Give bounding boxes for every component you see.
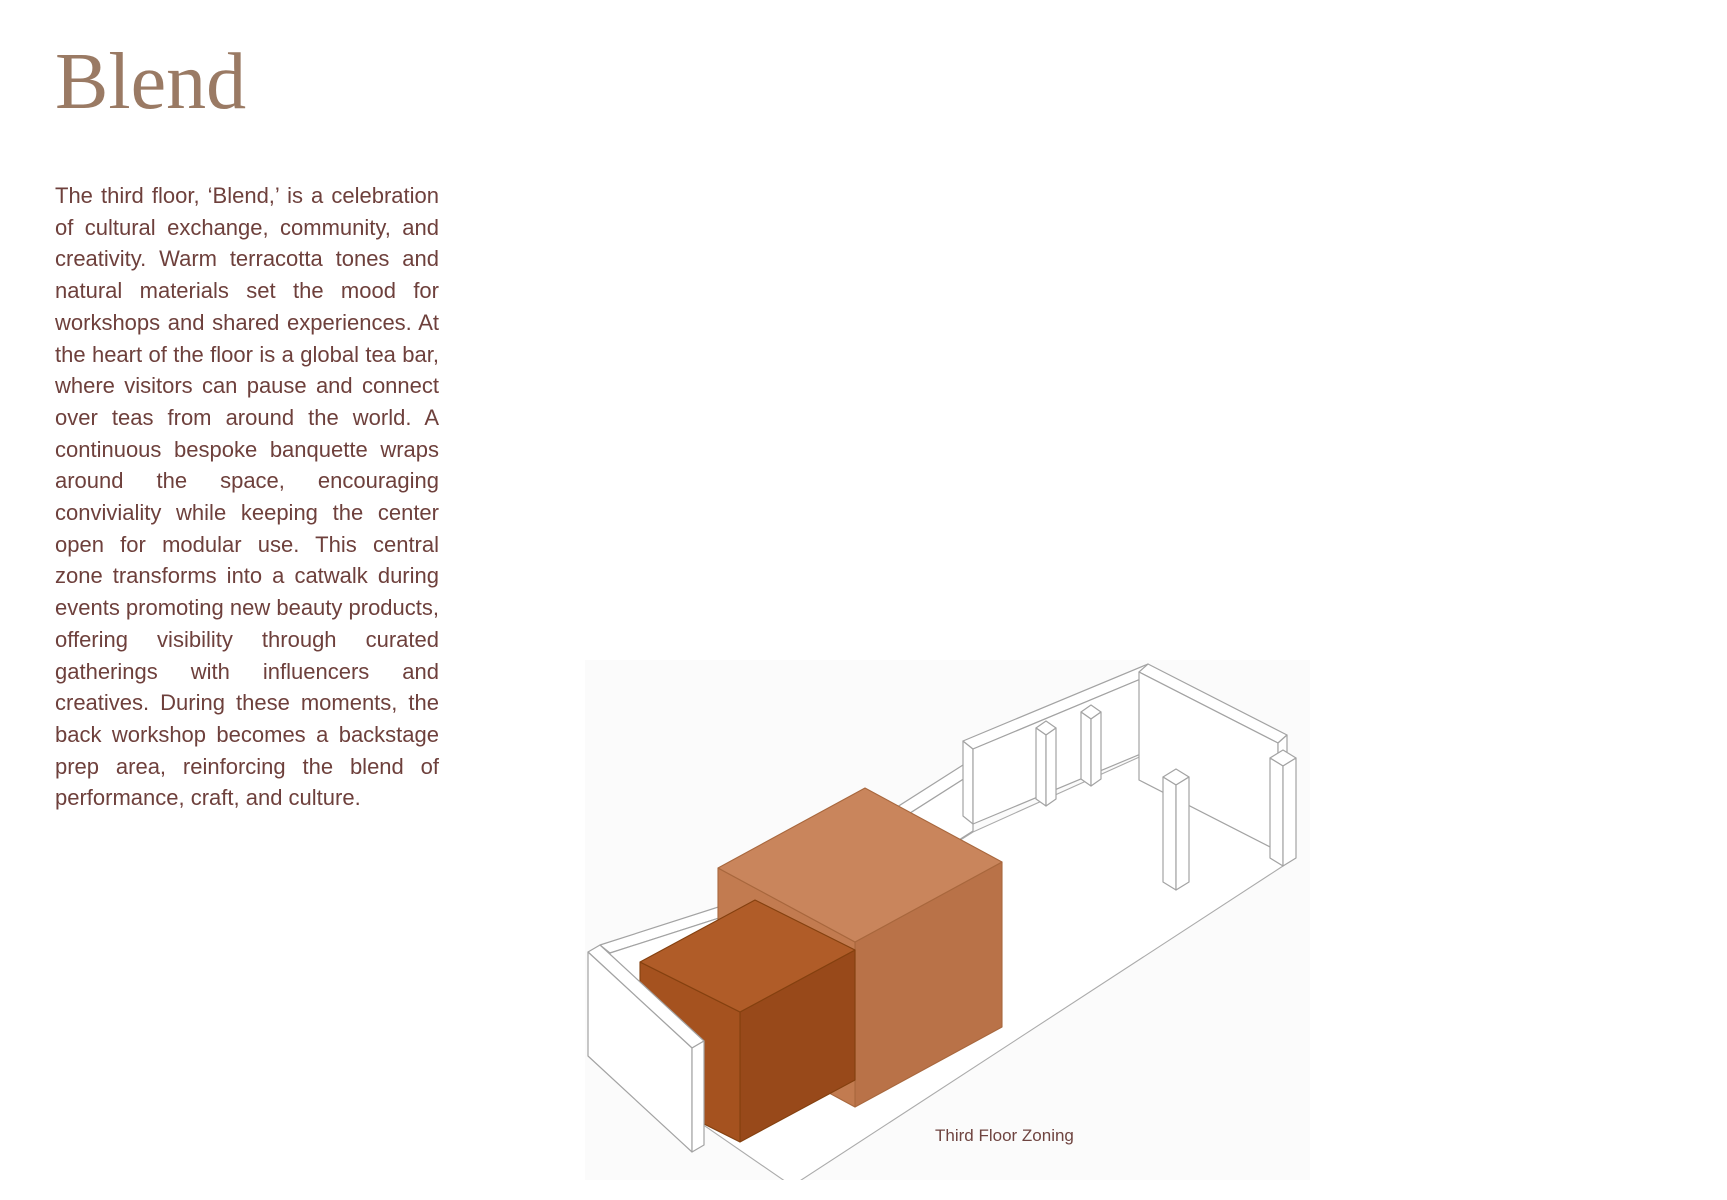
zoning-figure: [585, 660, 1310, 1180]
tall-wall-end-cap: [963, 741, 973, 824]
door-jamb-2-left-face: [1081, 712, 1091, 786]
door-jamb-1-left-face: [1036, 728, 1046, 806]
door-jamb-1-right-face: [1046, 728, 1056, 806]
page-title: Blend: [55, 38, 247, 126]
front-pillar-left-left-face: [1163, 777, 1176, 890]
body-paragraph: The third floor, ‘Blend,’ is a celebration of cultural exchange, community, and creativity. Warm terracotta tones and natural materials set the mood for workshops and shared experiences. At the heart of the floor is a global tea bar, where visitors can pause and connect over teas from around the world. A continuous bespoke banquette wraps around the space, encouraging conviviality while keeping the center open for modular use. This central zone transforms into a catwalk during events promoting new beauty products, offering visibility through curated gatherings with influencers and creatives. During these moments, the back workshop becomes a backstage prep area, reinforcing the blend of performance, craft, and culture.: [55, 183, 440, 811]
front-pillar-right-right-face: [1283, 758, 1296, 866]
door-jamb-2-right-face: [1091, 712, 1101, 786]
axonometric-drawing: [585, 660, 1310, 1180]
front-pillar-right-left-face: [1270, 758, 1283, 866]
left-end-wall-end-cap: [692, 1041, 704, 1152]
front-pillar-left-right-face: [1176, 777, 1189, 890]
figure-caption: Third Floor Zoning: [935, 1126, 1074, 1145]
